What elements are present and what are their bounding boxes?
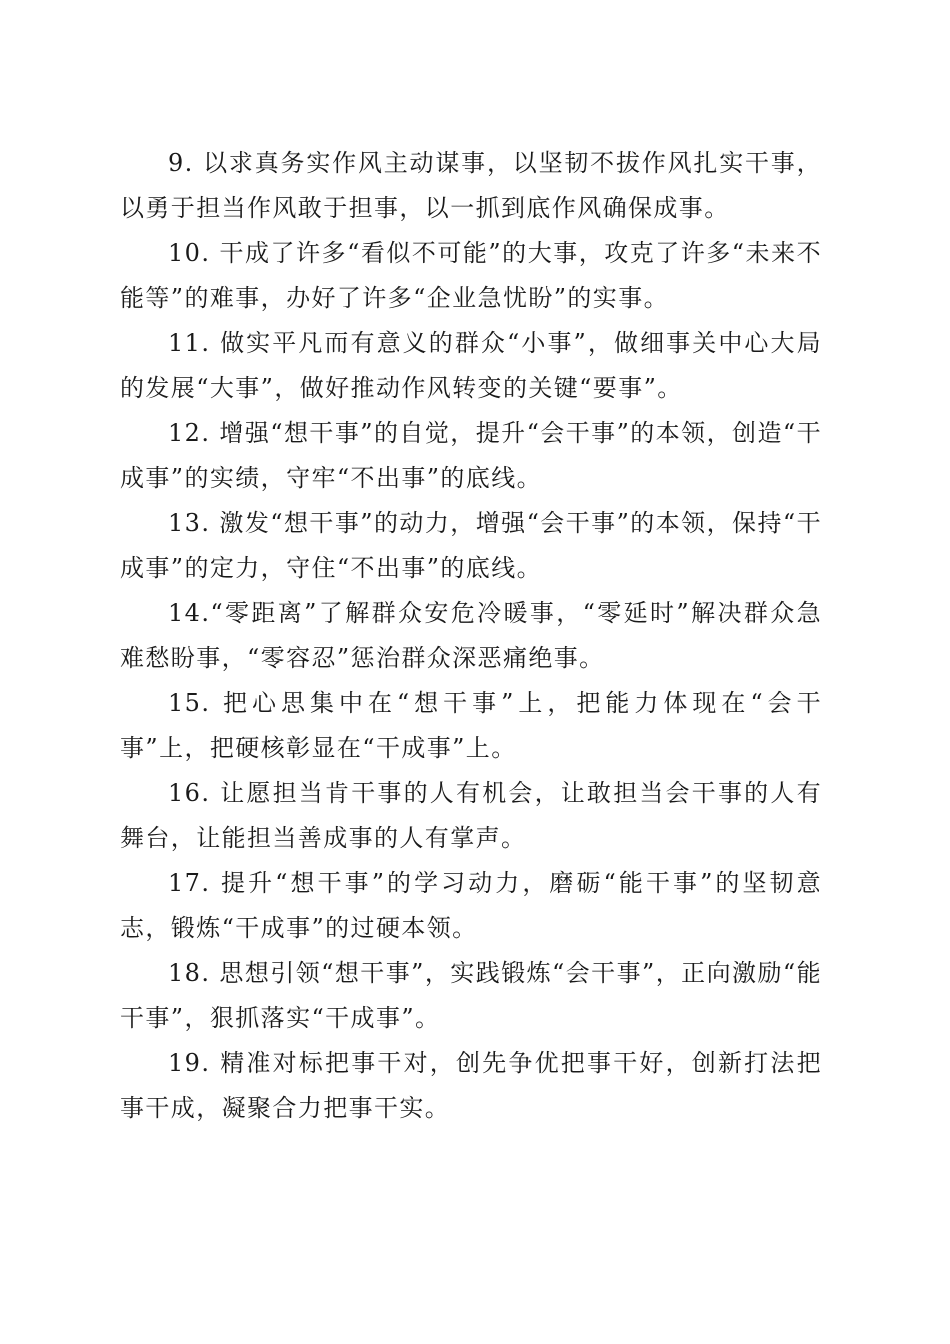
paragraph-12: 12. 增强“想干事”的自觉，提升“会干事”的本领，创造“干成事”的实绩，守牢“不出事”的底线。 <box>120 419 822 492</box>
paragraph-15: 15. 把心思集中在“想干事”上，把能力体现在“会干事”上，把硬核彰显在“干成事”上。 <box>120 689 822 762</box>
paragraph-14: 14.“零距离”了解群众安危冷暖事，“零延时”解决群众急难愁盼事，“零容忍”惩治群众深恶痛绝事。 <box>120 599 822 672</box>
document-body <box>120 141 822 1131</box>
paragraph-11: 11. 做实平凡而有意义的群众“小事”，做细事关中心大局的发展“大事”，做好推动作风转变的关键“要事”。 <box>120 329 822 402</box>
paragraph-19: 19. 精准对标把事干对，创先争优把事干好，创新打法把事干成，凝聚合力把事干实。 <box>120 1049 822 1122</box>
paragraph-17: 17. 提升“想干事”的学习动力，磨砺“能干事”的坚韧意志，锻炼“干成事”的过硬本领。 <box>120 869 822 942</box>
paragraph-16: 16. 让愿担当肯干事的人有机会，让敢担当会干事的人有舞台，让能担当善成事的人有掌声。 <box>120 779 822 852</box>
paragraph-18: 18. 思想引领“想干事”，实践锻炼“会干事”，正向激励“能干事”，狠抓落实“干成事”。 <box>120 959 822 1032</box>
paragraph-13: 13. 激发“想干事”的动力，增强“会干事”的本领，保持“干成事”的定力，守住“不出事”的底线。 <box>120 509 822 582</box>
paragraph-10: 10. 干成了许多“看似不可能”的大事，攻克了许多“未来不能等”的难事，办好了许多“企业急忧盼”的实事。 <box>120 239 822 312</box>
paragraph-9: 9. 以求真务实作风主动谋事，以坚韧不拔作风扎实干事，以勇于担当作风敢于担事，以一抓到底作风确保成事。 <box>120 149 822 222</box>
